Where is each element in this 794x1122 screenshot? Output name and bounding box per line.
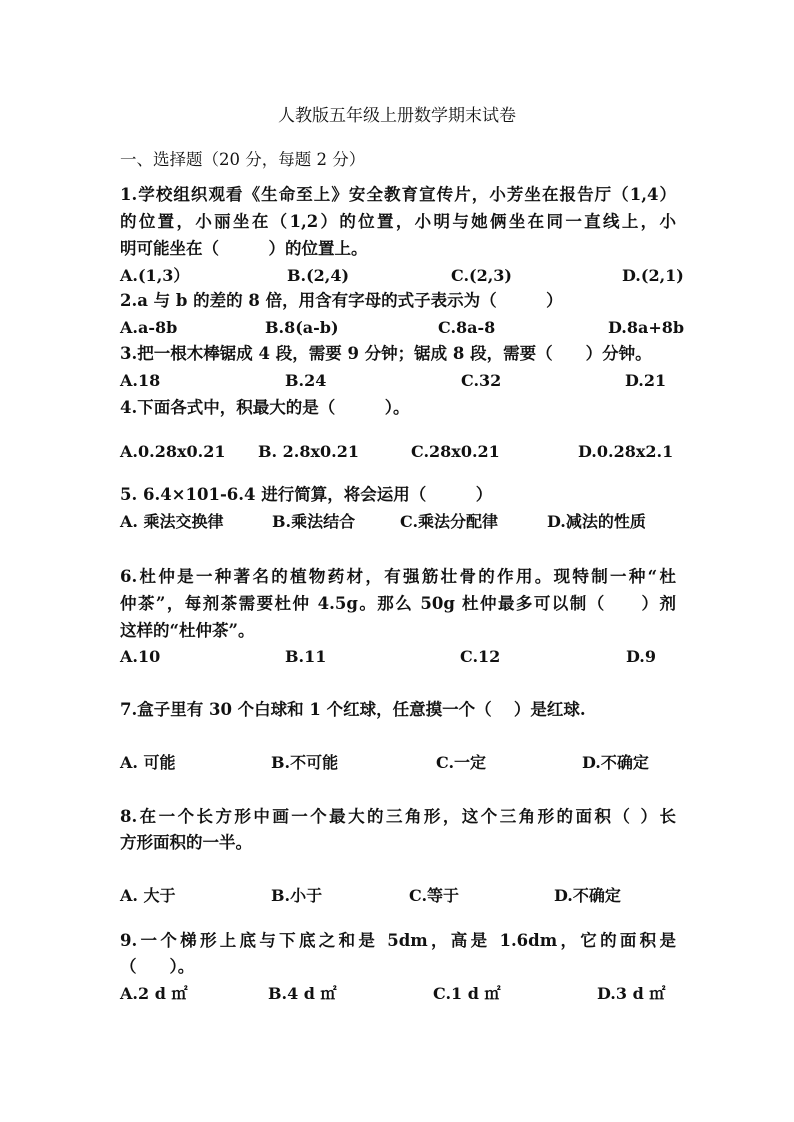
option-a[interactable]: A.2 d ㎡ xyxy=(120,984,188,1003)
option-d[interactable]: D.0.28x2.1 xyxy=(578,442,674,461)
question-4-options xyxy=(120,440,676,464)
option-b[interactable]: B.4 d ㎡ xyxy=(268,984,337,1003)
option-a[interactable]: A. 大于 xyxy=(120,886,176,905)
option-d[interactable]: D.8a+8b xyxy=(608,318,685,337)
option-c[interactable]: C.12 xyxy=(460,647,501,666)
question-1-line-3: 明可能坐在（ ）的位置上。 xyxy=(120,239,368,258)
option-c[interactable]: C.等于 xyxy=(409,886,460,905)
question-3-options xyxy=(120,369,676,393)
option-c[interactable]: C.一定 xyxy=(436,753,487,772)
question-3-line-1: 3.把一根木棒锯成 4 段，需要 9 分钟；锯成 8 段，需要（ ）分钟。 xyxy=(120,344,652,363)
option-b[interactable]: B.11 xyxy=(285,647,327,666)
question-9-line-1: 9.一个梯形上底与下底之和是 5dm，高是 1.6dm，它的面积是 xyxy=(120,931,676,950)
option-a[interactable]: A. 可能 xyxy=(120,753,176,772)
option-b[interactable]: B. 2.8x0.21 xyxy=(258,442,360,461)
page-title: 人教版五年级上册数学期末试卷 xyxy=(278,106,516,126)
option-c[interactable]: C.乘法分配律 xyxy=(400,512,499,531)
option-a[interactable]: A.a-8b xyxy=(120,318,178,337)
question-6-line-3: 这样的“杜仲茶”。 xyxy=(120,621,255,640)
question-1-line-2: 的位置，小丽坐在（1,2）的位置，小明与她俩坐在同一直线上，小 xyxy=(120,212,676,231)
option-d[interactable]: D.(2,1) xyxy=(622,266,684,285)
option-c[interactable]: C.8a-8 xyxy=(438,318,496,337)
question-1-line-1: 1.学校组织观看《生命至上》安全教育宣传片，小芳坐在报告厅（1,4） xyxy=(120,185,676,204)
section-heading: 一、选择题（20 分，每题 2 分） xyxy=(120,150,366,169)
option-d[interactable]: D.21 xyxy=(625,371,667,390)
option-b[interactable]: B.(2,4) xyxy=(287,266,350,285)
option-b[interactable]: B.24 xyxy=(285,371,327,390)
question-6-options xyxy=(120,645,676,669)
question-8-line-2: 方形面积的一半。 xyxy=(120,833,252,852)
option-b[interactable]: B.乘法结合 xyxy=(272,512,356,531)
question-7-options xyxy=(120,751,676,775)
question-1-options xyxy=(120,264,684,288)
option-c[interactable]: C.(2,3) xyxy=(451,266,512,285)
option-d[interactable]: D.不确定 xyxy=(554,886,621,905)
question-9-options xyxy=(120,982,676,1006)
question-8-line-1: 8.在一个长方形中画一个最大的三角形，这个三角形的面积（ ）长 xyxy=(120,807,676,826)
option-b[interactable]: B.不可能 xyxy=(271,753,339,772)
question-7-line-1: 7.盒子里有 30 个白球和 1 个红球，任意摸一个（ ）是红球. xyxy=(120,700,586,719)
question-9-line-2: （ ）。 xyxy=(120,957,195,976)
option-c[interactable]: C.32 xyxy=(461,371,502,390)
option-d[interactable]: D.减法的性质 xyxy=(547,512,646,531)
question-2-options xyxy=(120,316,685,340)
option-c[interactable]: C.1 d ㎡ xyxy=(433,984,501,1003)
option-b[interactable]: B.小于 xyxy=(271,886,323,905)
option-d[interactable]: D.不确定 xyxy=(582,753,649,772)
question-8-options xyxy=(120,884,676,908)
option-d[interactable]: D.9 xyxy=(626,647,657,666)
question-2-line-1: 2.a 与 b 的差的 8 倍，用含有字母的式子表示为（ ） xyxy=(120,291,563,310)
option-b[interactable]: B.8(a-b) xyxy=(265,318,339,337)
question-4-line-1: 4.下面各式中，积最大的是（ ）。 xyxy=(120,398,410,417)
question-5-options xyxy=(120,510,676,534)
option-c[interactable]: C.28x0.21 xyxy=(411,442,500,461)
option-a[interactable]: A. 乘法交换律 xyxy=(120,512,224,531)
question-5-line-1: 5. 6.4×101-6.4 进行简算，将会运用（ ） xyxy=(120,485,493,504)
option-a[interactable]: A.(1,3） xyxy=(120,266,190,285)
question-6-line-1: 6.杜仲是一种著名的植物药材，有强筋壮骨的作用。现特制一种“杜 xyxy=(120,567,676,586)
option-a[interactable]: A.0.28x0.21 xyxy=(120,442,226,461)
option-d[interactable]: D.3 d ㎡ xyxy=(597,984,666,1003)
option-a[interactable]: A.18 xyxy=(120,371,161,390)
question-6-line-2: 仲茶”，每剂茶需要杜仲 4.5g。那么 50g 杜仲最多可以制（ ）剂 xyxy=(120,594,676,613)
option-a[interactable]: A.10 xyxy=(120,647,161,666)
